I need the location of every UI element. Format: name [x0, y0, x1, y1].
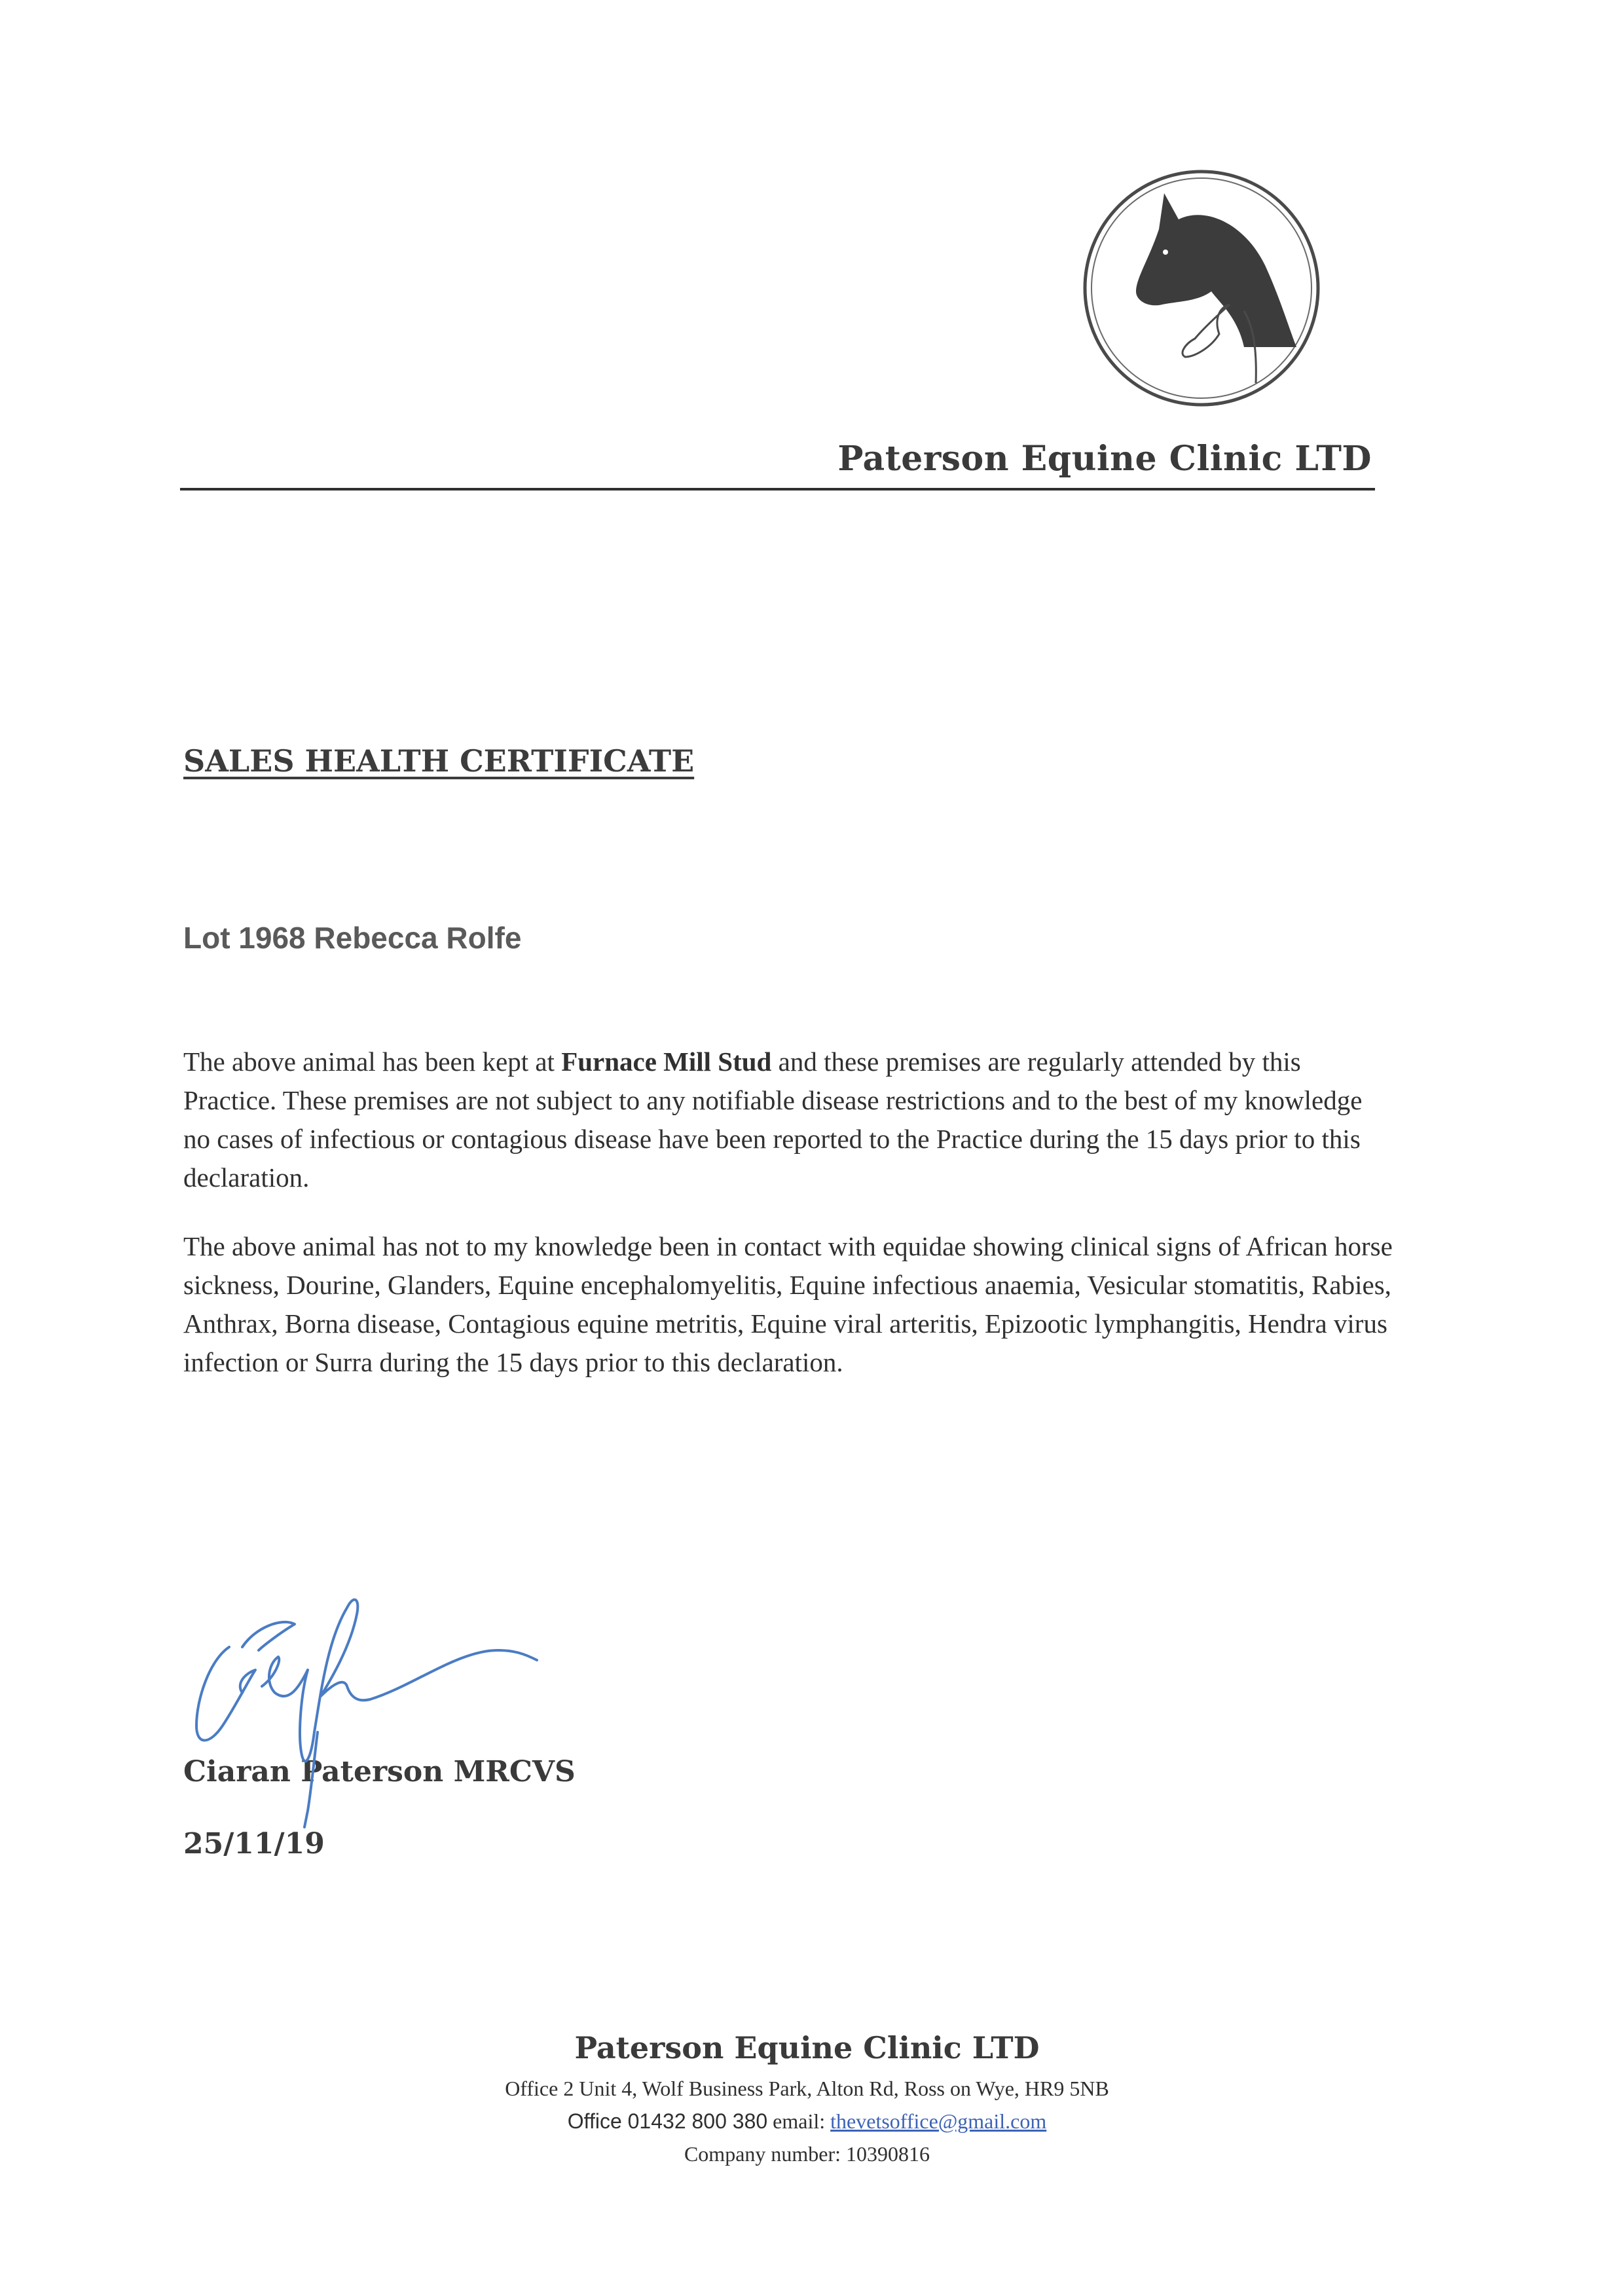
premises-text-before: The above animal has been kept at — [183, 1046, 562, 1077]
footer-clinic-name: Paterson Equine Clinic LTD — [574, 2030, 1040, 2065]
handwritten-signature-icon — [183, 1536, 615, 1876]
footer-email-link[interactable]: thevetsoffice@gmail.com — [830, 2109, 1047, 2133]
footer-phone: Office 01432 800 380 — [567, 2109, 768, 2133]
disease-declaration-paragraph: The above animal has not to my knowledge been in contact with equidae showing clinical signs of African horse sickness, Dourine, Glanders, Equine encephalomyelitis, Equine infectious anaemia, Vesicular stomatitis, Rabies, Anthrax, Borna disease, Contagious equine metritis, Equine viral arteritis, Epizootic lymphangitis, Hendra virus infection or Surra during the 15 days prior to this declaration. — [183, 1231, 1393, 1377]
footer — [0, 2030, 1614, 2170]
footer-email-label: email: — [767, 2109, 831, 2133]
premises-name: Furnace Mill Stud — [561, 1046, 772, 1077]
premises-text-after: and these premises are regularly attended by this Practice. These premises are not subject to any notifiable disease restrictions and to the best of my knowledge no cases of infectious or contagious disease have been reported to the Practice during the 15 days prior to this declaration. — [183, 1046, 1363, 1193]
premises-paragraph — [183, 1043, 1395, 1197]
footer-address: Office 2 Unit 4, Wolf Business Park, Alton Rd, Ross on Wye, HR9 5NB — [505, 2077, 1109, 2100]
footer-contact — [0, 2105, 1614, 2138]
certificate-title: SALES HEALTH CERTIFICATE — [183, 743, 695, 779]
header-divider — [180, 488, 1375, 491]
footer-company-number: Company number: 10390816 — [684, 2142, 930, 2166]
signer-name: Ciaran Paterson MRCVS — [183, 1755, 576, 1788]
header-clinic-name: Paterson Equine Clinic LTD — [837, 439, 1372, 479]
horse-head-logo-icon — [1080, 167, 1323, 409]
lot-line: Lot 1968 Rebecca Rolfe — [183, 921, 522, 955]
signature-date: 25/11/19 — [183, 1827, 325, 1861]
